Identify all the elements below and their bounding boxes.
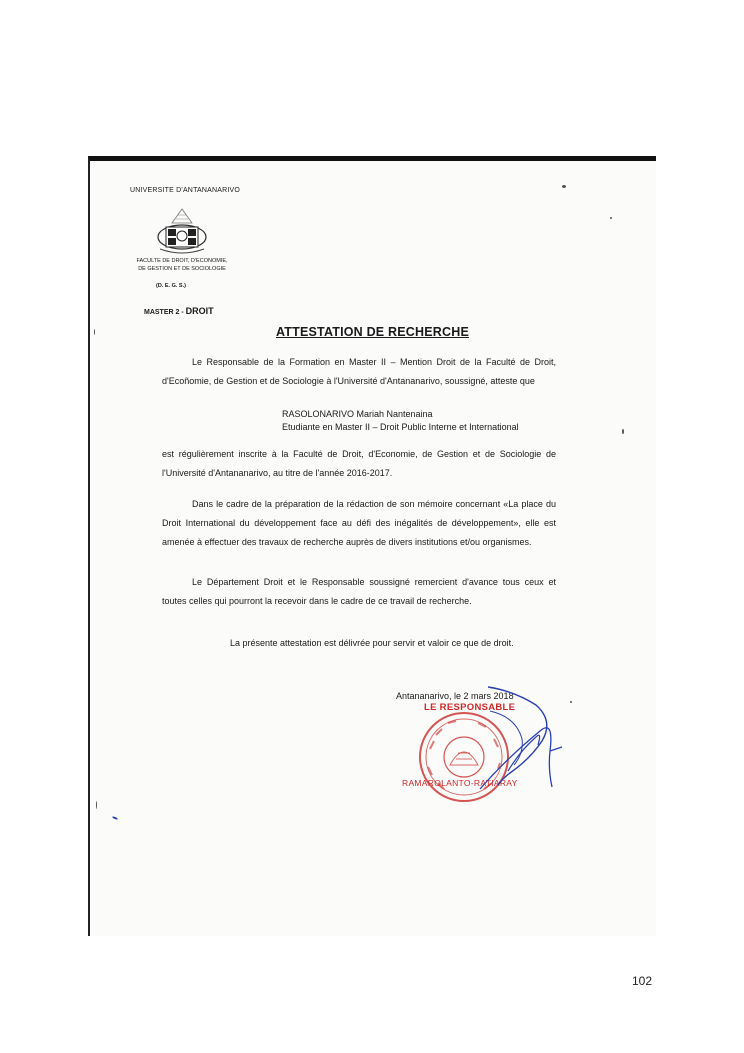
page-number: 102: [632, 974, 653, 988]
scan-speck: [570, 701, 572, 703]
faculty-name: [120, 257, 244, 273]
scanned-document: [88, 156, 656, 936]
scan-speck: [94, 329, 95, 335]
faculty-line-2: DE GESTION ET DE SOCIOLOGIE: [138, 266, 226, 272]
student-program: Etudiante en Master II – Droit Public Interne et International: [282, 422, 519, 432]
scan-speck: [610, 217, 612, 219]
handwritten-signature-icon: [450, 681, 570, 797]
scan-speck: [112, 816, 118, 820]
student-block: [282, 408, 519, 434]
paragraph-thanks: Le Département Droit et le Responsable soussigné remercient d'avance tous ceux et toutes celles qui pourront la recevoir dans le cadre de ce travail de recherche.: [162, 577, 556, 606]
university-name: UNIVERSITE D'ANTANANARIVO: [130, 187, 241, 194]
paragraph-enrollment: est régulièrement inscrite à la Faculté de Droit, d'Economie, de Gestion et de Sociologie de l'Université d'Antananarivo, au titre de l'année 2016-2017.: [162, 449, 556, 478]
paragraph-intro: Le Responsable de la Formation en Master II – Mention Droit de la Faculté de Droit, d'Ecoñomie, de Gestion et de Sociologie à l'Université d'Antananarivo, soussigné, atteste que: [162, 357, 556, 386]
document-title: ATTESTATION DE RECHERCHE: [276, 325, 469, 339]
faculty-line-1: FACULTE DE DROIT, D'ECONOMIE,: [136, 258, 228, 264]
paragraph-research: Dans le cadre de la préparation de la rédaction de son mémoire concernant «La place du Droit International du développement face au défi des inégalités de développement», elle est amenée à effectuer des travaux de recherche auprès de divers institutions et/ou organismes.: [162, 499, 556, 547]
program-prefix: MASTER 2 -: [144, 309, 186, 316]
program-name: DROIT: [185, 306, 214, 316]
place-and-date: Antananarivo, le 2 mars 2018: [396, 691, 514, 701]
faculty-abbreviation: (D. E. G. S.): [156, 283, 186, 289]
university-logo-icon: [152, 201, 212, 257]
program-label: [144, 306, 214, 316]
student-name: RASOLONARIVO Mariah Nantenaina: [282, 409, 433, 419]
scan-speck: [562, 185, 566, 188]
scan-speck: [96, 801, 97, 809]
signatory-title: LE RESPONSABLE: [424, 702, 516, 713]
scan-speck: [622, 429, 624, 434]
closing-statement: La présente attestation est délivrée pour servir et valoir ce que de droit.: [230, 638, 514, 648]
signatory-name: RAMAROLANTO-RATIARAY: [402, 778, 518, 788]
